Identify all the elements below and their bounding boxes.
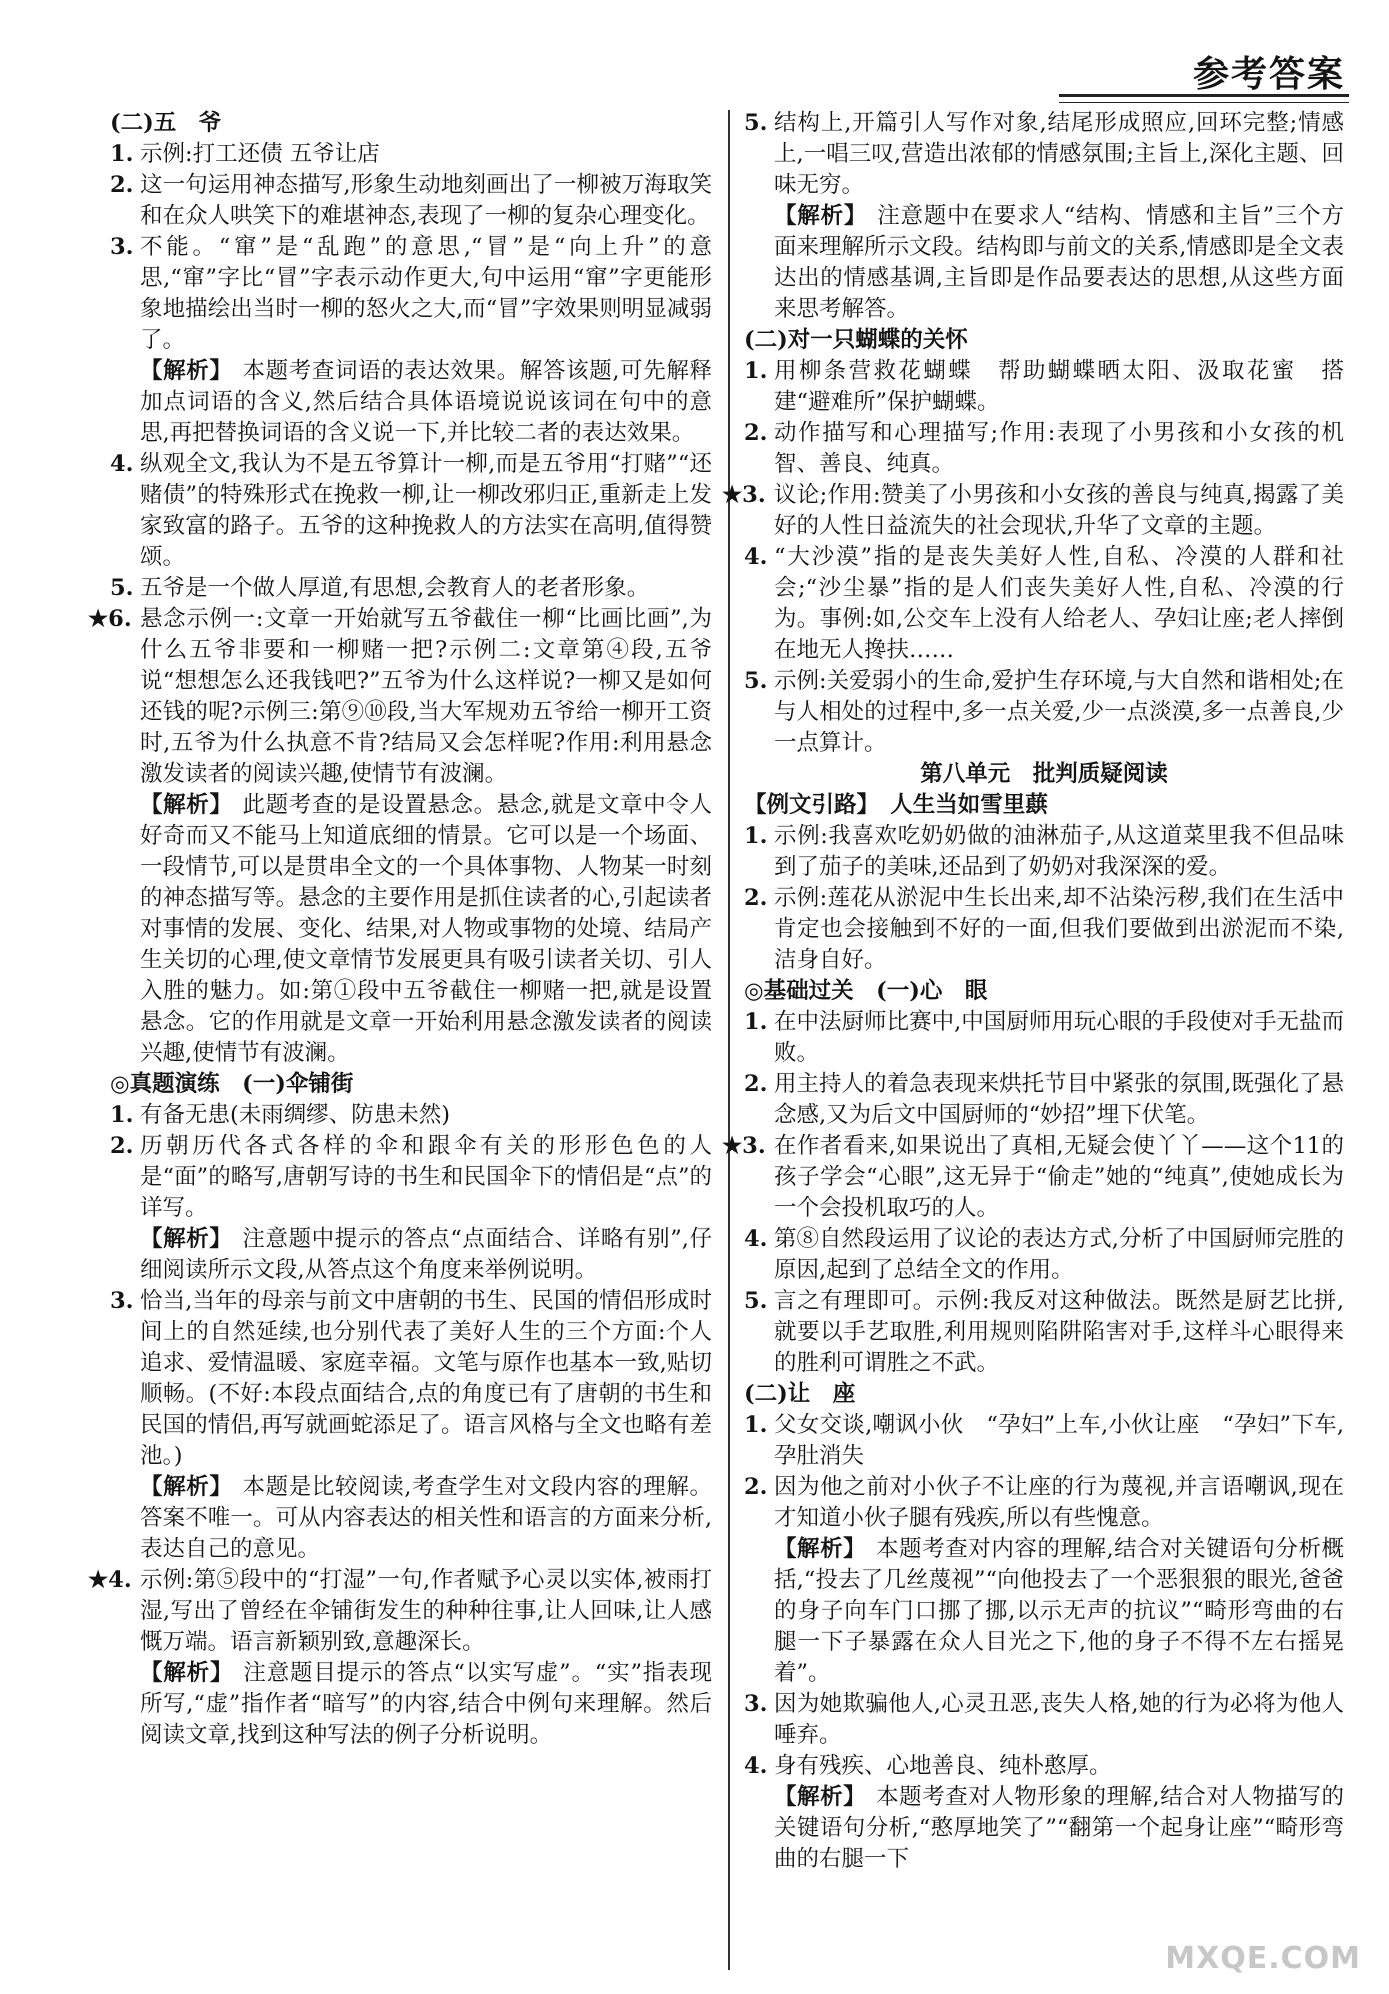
answer-item — [744, 1286, 1344, 1379]
answer-text: 动作描写和心理描写;作用:表现了小男孩和小女孩的机智、善良、纯真。 — [774, 420, 1344, 477]
answer-text: 示例:关爱弱小的生命,爱护生存环境,与大自然和谐相处;在与人相处的过程中,多一点关爱,少一点淡漠,多一点善良,少一点算计。 — [774, 668, 1344, 756]
analysis-note — [110, 1224, 712, 1286]
answer-number: 1. — [110, 1102, 134, 1128]
answer-number: 4. — [744, 1226, 768, 1252]
answer-text: 用主持人的着急表现来烘托节目中紧张的氛围,既强化了悬念感,又为后文中国厨师的“妙招”埋下伏笔。 — [774, 1071, 1344, 1128]
answer-item — [744, 666, 1344, 759]
answer-text: 悬念示例一:文章一开始就写五爷截住一柳“比画比画”,为什么五爷非要和一柳赌一把?示例二:文章第④段,五爷说“想想怎么还我钱吧?”五爷为什么这样说?一柳又是如何还钱的呢?示例三:第⑨⑩段,当大军规劝五爷给一柳开工资时,五爷为什么执意不肯?结局又会怎样呢?作用:利用悬念激发读者的阅读兴趣,使情节有波澜。 — [140, 606, 712, 787]
answer-item — [744, 356, 1344, 418]
analysis-text: 本题考查对人物形象的理解,结合对人物描写的关键语句分析,“憨厚地笑了”“翻第一个起身让座”“畸形弯曲的右腿一下 — [774, 1784, 1344, 1872]
analysis-note — [744, 1782, 1344, 1875]
answer-item — [744, 821, 1344, 883]
answer-number: 2. — [110, 1133, 134, 1159]
answer-number: 5. — [744, 110, 768, 136]
answer-text: 父女交谈,嘲讽小伙 “孕妇”上车,小伙让座 “孕妇”下车,孕肚消失 — [774, 1412, 1344, 1469]
answer-text: 因为她欺骗他人,心灵丑恶,丧失人格,她的行为必将为他人唾弃。 — [774, 1691, 1344, 1748]
answer-number: 5. — [110, 575, 134, 601]
answer-number: 5. — [744, 1288, 768, 1314]
answer-item — [110, 1131, 712, 1224]
answer-number: 1. — [744, 1412, 768, 1438]
answer-number: 4. — [744, 544, 768, 570]
answer-item — [110, 139, 712, 170]
analysis-label: 【解析】 — [774, 203, 868, 229]
answer-number: 1. — [744, 1009, 768, 1035]
section-heading: (二)让 座 — [744, 1381, 856, 1407]
answer-number: 4. — [110, 451, 134, 477]
answer-item — [88, 1565, 712, 1658]
answer-text: 结构上,开篇引人写作对象,结尾形成照应,回环完整;情感上,一唱三叹,营造出浓郁的情感氛围;主旨上,深化主题、回味无穷。 — [774, 110, 1344, 198]
answer-text: 历朝历代各式各样的伞和跟伞有关的形形色色的人是“面”的略写,唐朝写诗的书生和民国伞下的情侣是“点”的详写。 — [140, 1133, 712, 1221]
section-heading: (二)对一只蝴蝶的关怀 — [744, 327, 968, 353]
answer-text: 恰当,当年的母亲与前文中唐朝的书生、民国的情侣形成时间上的自然延续,也分别代表了美好人生的三个方面:个人追求、爱情温暖、家庭幸福。文笔与原作也基本一致,贴切顺畅。(不好:本段点面结合,点的角度已有了唐朝的书生和民国的情侣,再写就画蛇添足了。语言风格与全文也略有差池。) — [140, 1288, 712, 1469]
answer-item — [744, 1069, 1344, 1131]
answer-item — [722, 480, 1344, 542]
analysis-text: 本题考查词语的表达效果。解答该题,可先解释加点词语的含义,然后结合具体语境说说该词在句中的意思,再把替换词语的含义说一下,并比较二者的表达效果。 — [140, 358, 712, 446]
answer-item — [744, 1472, 1344, 1534]
answer-number: 2. — [744, 885, 768, 911]
answer-text: 在作者看来,如果说出了真相,无疑会使丫丫——这个11的孩子学会“心眼”,这无异于“偷走”她的“纯真”,使她成长为一个会投机取巧的人。 — [774, 1133, 1344, 1221]
analysis-text: 注意题中在要求人“结构、情感和主旨”三个方面来理解所示文段。结构即与前文的关系,情感即是全文表达出的情感基调,主旨即是作品要表达的思想,从这些方面来思考解答。 — [774, 203, 1344, 322]
answer-item — [722, 1131, 1344, 1224]
answer-number: 2. — [744, 1071, 768, 1097]
answer-item — [744, 1007, 1344, 1069]
answer-text: “大沙漠”指的是丧失美好人性,自私、冷漠的人群和社会;“沙尘暴”指的是人们丧失美好人性,自私、冷漠的行为。事例:如,公交车上没有人给老人、孕妇让座;老人摔倒在地无人搀扶…… — [774, 544, 1344, 663]
answer-item — [744, 1751, 1344, 1782]
answer-text: 示例:打工还债 五爷让店 — [140, 141, 380, 167]
section-heading: ◎基础过关 (一)心 眼 — [744, 978, 988, 1004]
answer-number: 1. — [744, 358, 768, 384]
answer-item — [110, 170, 712, 232]
analysis-note — [744, 1534, 1344, 1689]
answer-item — [744, 108, 1344, 201]
answer-item — [744, 1224, 1344, 1286]
answer-text: 这一句运用神态描写,形象生动地刻画出了一柳被万海取笑和在众人哄笑下的难堪神态,表现了一柳的复杂心理变化。 — [140, 172, 712, 229]
analysis-label: 【解析】 — [140, 1660, 234, 1686]
answer-item — [110, 1100, 712, 1131]
answer-number: ★6. — [88, 606, 132, 632]
answer-text: 有备无患(未雨绸缪、防患未然) — [140, 1102, 451, 1128]
answer-number: 2. — [744, 420, 768, 446]
answer-text: 纵观全文,我认为不是五爷算计一柳,而是五爷用“打赌”“还赌债”的特殊形式在挽救一柳,让一柳改邪归正,重新走上发家致富的路子。五爷的这种挽救人的方法实在高明,值得赞颂。 — [140, 451, 712, 570]
column-divider — [728, 110, 730, 1970]
answer-number: ★4. — [88, 1567, 132, 1593]
answer-number: 3. — [110, 234, 134, 260]
answer-text: 言之有理即可。示例:我反对这种做法。既然是厨艺比拼,就要以手艺取胜,利用规则陷阱陷害对手,这样斗心眼得来的胜利可谓胜之不武。 — [774, 1288, 1344, 1376]
watermark: MXQE.COM — [1165, 1941, 1361, 1976]
answer-text: 示例:我喜欢吃奶奶做的油淋茄子,从这道菜里我不但品味到了茄子的美味,还品到了奶奶对我深深的爱。 — [774, 823, 1344, 880]
answer-item — [744, 883, 1344, 976]
header-rule — [1059, 94, 1349, 97]
answer-text: 第⑧自然段运用了议论的表达方式,分析了中国厨师完胜的原因,起到了总结全文的作用。 — [774, 1226, 1344, 1283]
analysis-label: 【解析】 — [774, 1536, 867, 1562]
answer-item — [110, 1286, 712, 1472]
answer-number: 4. — [744, 1753, 768, 1779]
answer-text: 不能。“窜”是“乱跑”的意思,“冒”是“向上升”的意思,“窜”字比“冒”字表示动作更大,句中运用“窜”字更能形象地描绘出当时一柳的怒火之大,而“冒”字效果则明显减弱了。 — [140, 234, 712, 353]
answer-text: 用柳条营救花蝴蝶 帮助蝴蝶晒太阳、汲取花蜜 搭建“避难所”保护蝴蝶。 — [774, 358, 1344, 415]
analysis-text: 注意题中提示的答点“点面结合、详略有别”,仔细阅读所示文段,从答点这个角度来举例说明。 — [140, 1226, 712, 1283]
answer-number: 2. — [110, 172, 134, 198]
answer-text: 示例:第⑤段中的“打湿”一句,作者赋予心灵以实体,被雨打湿,写出了曾经在伞铺街发生的种种往事,让人回味,让人感慨万端。语言新颖别致,意趣深长。 — [140, 1567, 712, 1655]
answer-number: ★3. — [722, 1133, 766, 1159]
section-heading: ◎真题演练 (一)伞铺街 — [110, 1071, 354, 1097]
answer-number: 3. — [744, 1691, 768, 1717]
analysis-label: 【解析】 — [140, 1474, 233, 1500]
answer-text: 示例:莲花从淤泥中生长出来,却不沾染污秽,我们在生活中肯定也会接触到不好的一面,但我们要做到出淤泥而不染,洁身自好。 — [774, 885, 1344, 973]
answer-item — [88, 604, 712, 790]
answer-number: 2. — [744, 1474, 768, 1500]
left-column — [88, 108, 712, 1751]
header-rule-thin — [1059, 102, 1349, 103]
answer-number: 1. — [110, 141, 134, 167]
answer-item — [744, 1689, 1344, 1751]
analysis-text: 此题考查的是设置悬念。悬念,就是文章中令人好奇而又不能马上知道底细的情景。它可以是一个场面、一段情节,可以是贯串全文的一个具体事物、人物某一时刻的神态描写等。悬念的主要作用是抓住读者的心,引起读者对事情的发展、变化、结果,对人物或事物的处境、结局产生关切的心理,使文章情节发展更具有吸引读者关切、引人入胜的魅力。如:第①段中五爷截住一柳赌一把,就是设置悬念。它的作用就是文章一开始利用悬念激发读者的阅读兴趣,使情节有波澜。 — [140, 792, 712, 1066]
analysis-label: 【解析】 — [140, 1226, 233, 1252]
answer-item — [110, 573, 712, 604]
answer-number: 3. — [110, 1288, 134, 1314]
answer-number: 1. — [744, 823, 768, 849]
answer-text: 身有残疾、心地善良、纯朴憨厚。 — [774, 1753, 1112, 1779]
section-heading: 【例文引路】 人生当如雪里蕻 — [744, 792, 1048, 818]
answer-item — [744, 542, 1344, 666]
answer-number: 5. — [744, 668, 768, 694]
answer-item — [110, 232, 712, 356]
analysis-label: 【解析】 — [140, 358, 233, 384]
answer-text: 五爷是一个做人厚道,有思想,会教育人的老者形象。 — [140, 575, 650, 601]
analysis-text: 本题考查对内容的理解,结合对关键语句分析概括,“投去了几丝蔑视”“向他投去了一个恶狠狠的眼光,爸爸的身子向车门口挪了挪,以示无声的抗议”“畸形弯曲的右腿一下子暴露在众人目光之下,他的身子不得不左右摇晃着”。 — [774, 1536, 1344, 1686]
answer-number: ★3. — [722, 482, 766, 508]
answer-text: 在中法厨师比赛中,中国厨师用玩心眼的手段使对手无盐而败。 — [774, 1009, 1344, 1066]
section-heading: (二)五 爷 — [110, 110, 222, 136]
analysis-label: 【解析】 — [140, 792, 233, 818]
right-column — [722, 108, 1344, 1875]
answer-text: 议论;作用:赞美了小男孩和小女孩的善良与纯真,揭露了美好的人性日益流失的社会现状,升华了文章的主题。 — [774, 482, 1344, 539]
analysis-note — [110, 1658, 712, 1751]
analysis-note — [110, 356, 712, 449]
unit-heading: 第八单元 批判质疑阅读 — [920, 761, 1168, 787]
analysis-text: 本题是比较阅读,考查学生对文段内容的理解。答案不唯一。可从内容表达的相关性和语言的方面来分析,表达自己的意见。 — [140, 1474, 712, 1562]
answer-item — [744, 418, 1344, 480]
page-header-title: 参考答案 — [1192, 53, 1345, 95]
answer-item — [110, 449, 712, 573]
answer-item — [744, 1410, 1344, 1472]
analysis-note — [110, 790, 712, 1069]
analysis-text: 注意题目提示的答点“以实写虚”。“实”指表现所写,“虚”指作者“暗写”的内容,结合中例句来理解。然后阅读文章,找到这种写法的例子分析说明。 — [140, 1660, 712, 1748]
analysis-note — [110, 1472, 712, 1565]
analysis-note — [744, 201, 1344, 325]
analysis-label: 【解析】 — [774, 1784, 867, 1810]
answer-text: 因为他之前对小伙子不让座的行为蔑视,并言语嘲讽,现在才知道小伙子腿有残疾,所以有些愧意。 — [774, 1474, 1344, 1531]
